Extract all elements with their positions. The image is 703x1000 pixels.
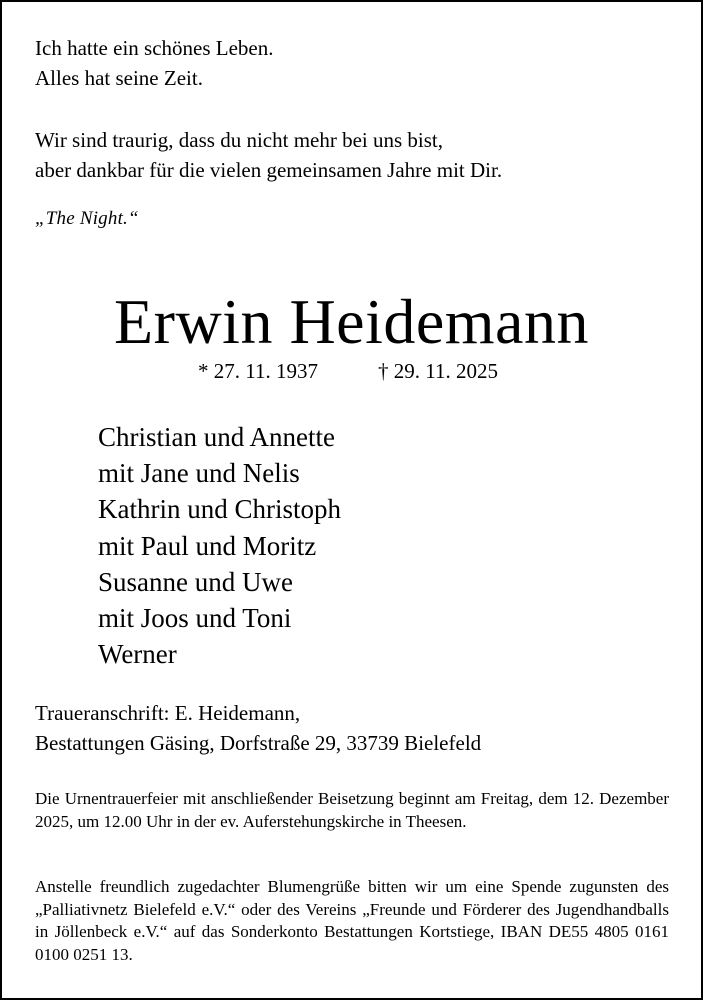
mourner-line: mit Joos und Toni: [98, 603, 292, 634]
address-line: Traueranschrift: E. Heidemann,: [35, 701, 301, 725]
mourning-address: [35, 698, 481, 758]
mourners-list: [98, 419, 341, 672]
mourner-line: mit Jane und Nelis: [98, 458, 300, 489]
mourner-line: Susanne und Uwe: [98, 566, 293, 597]
mourner-line: Kathrin und Christoph: [98, 494, 341, 525]
mourner-line: mit Paul und Moritz: [98, 530, 317, 561]
mourner-line: Christian und Annette: [98, 422, 335, 452]
intro-line: Alles hat seine Zeit.: [35, 66, 203, 90]
ceremony-info: Die Urnentrauerfeier mit anschließender Beisetzung beginnt am Freitag, dem 12. Dezember 2025, um 12.00 Uhr in der ev. Auferstehungskirche in Theesen.: [35, 789, 669, 831]
intro-line: Ich hatte ein schönes Leben.: [35, 36, 274, 60]
death-date: † 29. 11. 2025: [378, 359, 498, 383]
intro-line: Wir sind traurig, dass du nicht mehr bei uns bist,: [35, 128, 444, 152]
birth-date: * 27. 11. 1937: [198, 359, 318, 383]
intro-verse: [35, 33, 502, 185]
intro-line: aber dankbar für die vielen gemeinsamen Jahre mit Dir.: [35, 158, 503, 182]
verse-spacer: [35, 93, 502, 125]
mourner-line: Werner: [98, 639, 177, 670]
song-quote: „The Night.“: [35, 208, 139, 229]
deceased-name: Erwin Heidemann: [114, 286, 589, 357]
address-line: Bestattungen Gäsing, Dorfstraße 29, 33739 Bielefeld: [35, 731, 482, 755]
donation-request: Anstelle freundlich zugedachter Blumengrüße bitten wir um eine Spende zugunsten des „Palliativnetz Bielefeld e.V.“ oder des Vereins „Freunde und Förderer des Jugendhandballs in Jöllenbeck e.V.“ auf das Sonderkonto Bestattungen Kortstiege, IBAN DE55 4805 0161 0100 0251 13.: [35, 877, 669, 964]
